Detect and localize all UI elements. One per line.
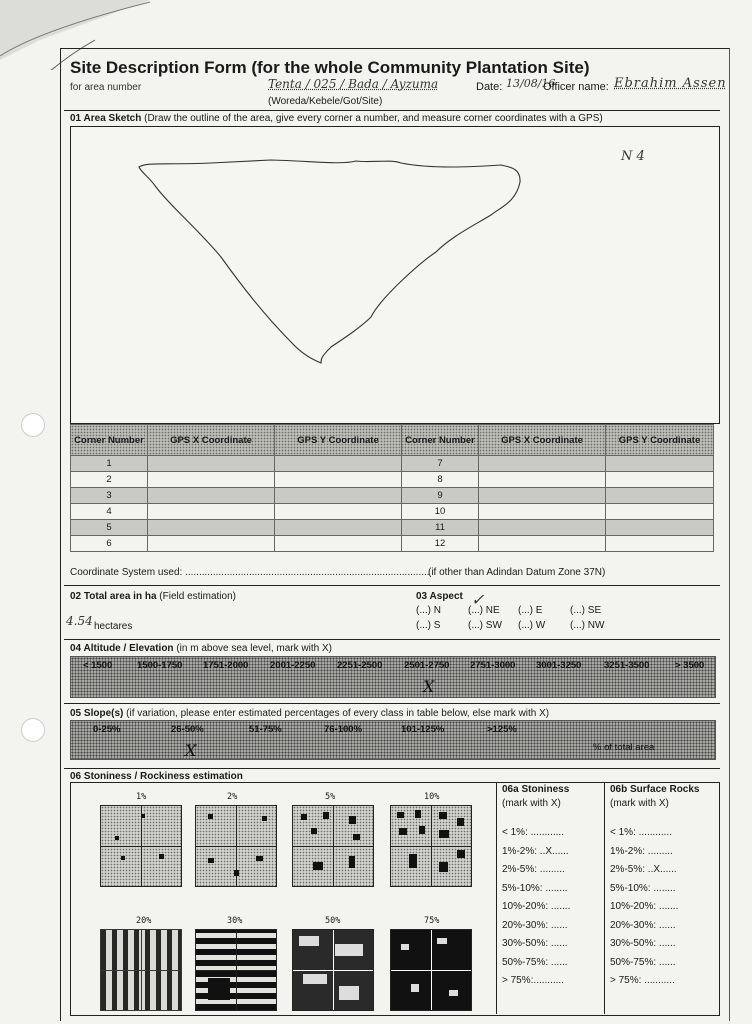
header-gps-y: GPS Y Coordinate [275,425,402,456]
total-area-heading-text: 02 Total area in ha [70,591,157,602]
surface-rocks-option[interactable]: 10%-20%: ....... [610,901,679,912]
header-corner-number-2: Corner Number [402,425,479,456]
aspect-option-e[interactable]: (...) E [518,605,543,616]
aspect-option-se[interactable]: (...) SE [570,605,602,616]
table-row [71,536,714,552]
stoniness-20pct-pattern [100,929,182,1011]
thumb-label: 1% [136,792,147,802]
altitude-heading-text: 04 Altitude / Elevation [70,643,174,654]
surface-rocks-option[interactable]: 1%-2%: ......... [610,845,673,857]
corner-number: 8 [402,472,479,488]
coordinate-system-label[interactable]: Coordinate System used: ........................................................................................ [70,567,430,578]
corner-number: 11 [402,520,479,536]
corner-number: 5 [71,520,148,536]
header-gps-x-2: GPS X Coordinate [479,425,606,456]
altitude-class[interactable]: 1751-2000 [203,660,249,671]
divider [64,768,720,769]
area-number-value[interactable]: Tenta / 025 / Bada / Ayzuma [268,77,439,91]
stoniness-2pct-pattern [195,805,277,887]
stoniness-option[interactable]: > 75%:........... [502,975,564,986]
gps-x-cell[interactable] [479,504,606,520]
header-gps-y-2: GPS Y Coordinate [606,425,714,456]
corner-number: 9 [402,488,479,504]
slope-total-label: % of total area [593,742,655,753]
surface-rocks-option[interactable]: 2%-5%: ..X...... [610,864,677,875]
aspect-option-sw[interactable]: (...) SW [468,620,502,631]
surface-rocks-option[interactable]: < 1%: ............ [610,827,672,838]
table-row [71,504,714,520]
header-gps-x: GPS X Coordinate [148,425,275,456]
gps-x-cell[interactable] [479,488,606,504]
corner-number: 10 [402,504,479,520]
surface-rocks-option[interactable]: 50%-75%: ...... [610,956,676,968]
gps-x-cell[interactable] [148,472,275,488]
gps-y-cell[interactable] [275,520,402,536]
altitude-class[interactable]: 1500-1750 [137,660,183,671]
divider [604,782,605,1014]
altitude-class[interactable]: 2501-2750 [404,660,450,671]
total-area-heading [70,591,236,602]
thumb-label: 5% [325,792,336,802]
stoniness-option[interactable]: < 1%: ............ [502,827,564,838]
area-number-caption: (Woreda/Kebele/Got/Site) [268,96,383,107]
aspect-option-n[interactable]: (...) N [416,605,441,616]
table-row [71,520,714,536]
stoniness-option[interactable]: 30%-50%: ...... [502,938,568,949]
surface-rocks-option[interactable]: 5%-10%: ........ [610,882,676,894]
gps-x-cell[interactable] [479,536,606,552]
corner-number: 12 [402,536,479,552]
officer-name-value[interactable]: Ebrahim Assen [614,76,727,91]
gps-x-cell[interactable] [479,472,606,488]
divider [64,585,720,586]
aspect-option-nw[interactable]: (...) NW [570,620,605,631]
altitude-note: (in m above sea level, mark with X) [176,643,332,654]
corner-number: 6 [71,536,148,552]
stoniness-10pct-pattern [390,805,472,887]
stoniness-option[interactable]: 10%-20%: ....... [502,901,571,912]
aspect-heading: 03 Aspect [416,591,463,602]
area-outline-drawing [71,127,719,423]
gps-y-cell[interactable] [275,536,402,552]
stoniness-30pct-pattern [195,929,277,1011]
officer-name-label: Officer name: [543,81,609,93]
slope-heading-text: 05 Slope(s) [70,708,124,719]
slope-class[interactable]: 101-125% [401,724,445,735]
gps-x-cell[interactable] [148,456,275,472]
corner-number: 2 [71,472,148,488]
date-value[interactable]: 13/08/16 [506,77,556,90]
slope-mark: X [185,741,197,760]
corner-number: 1 [71,456,148,472]
gps-y-cell[interactable] [606,520,714,536]
altitude-class[interactable]: 2251-2500 [337,660,383,671]
divider [64,639,720,640]
stoniness-1pct-pattern [100,805,182,887]
sketch-heading [70,113,603,124]
altitude-class[interactable]: 3251-3500 [604,660,650,671]
altitude-mark: X [423,677,435,696]
thumb-label: 30% [227,916,243,926]
area-number-label: for area number [70,82,142,93]
gps-y-cell[interactable] [275,456,402,472]
gps-y-cell[interactable] [275,472,402,488]
gps-y-cell[interactable] [606,536,714,552]
stoniness-option[interactable]: 50%-75%: ...... [502,956,568,968]
stoniness-list-a [502,827,570,994]
sketch-heading-text: 01 Area Sketch [70,113,142,124]
stoniness-option[interactable]: 2%-5%: ......... [502,864,565,875]
surface-rocks-list-b [610,827,678,994]
aspect-option-s[interactable]: (...) S [416,620,441,631]
gps-x-cell[interactable] [148,504,275,520]
stoniness-col-a-sub: (mark with X) [502,798,561,809]
altitude-heading [70,643,332,654]
thumb-label: 10% [424,792,440,802]
corner-number: 4 [71,504,148,520]
aspect-checkmark: ✓ [471,590,485,609]
sketch-area[interactable] [70,126,720,424]
north-note: N 4 [621,149,645,164]
surface-rocks-option[interactable]: 30%-50%: ...... [610,938,676,949]
gps-x-cell[interactable] [148,488,275,504]
altitude-class[interactable]: 2751-3000 [470,660,516,671]
gps-y-cell[interactable] [606,488,714,504]
gps-x-cell[interactable] [148,520,275,536]
gps-y-cell[interactable] [606,472,714,488]
stoniness-heading: 06 Stoniness / Rockiness estimation [70,771,243,782]
gps-y-cell[interactable] [606,456,714,472]
thumb-label: 75% [424,916,440,926]
coordinate-system-note: (if other than Adindan Datum Zone 37N) [428,567,606,578]
slope-heading [70,708,549,719]
altitude-class[interactable]: 3001-3250 [536,660,582,671]
date-label: Date: [476,81,503,93]
slope-note: (if variation, please enter estimated percentages of every class in table below, else mark with X) [126,708,550,719]
slope-class[interactable]: 76-100% [324,724,363,735]
altitude-class[interactable]: > 3500 [675,660,705,671]
divider [64,110,720,111]
stoniness-50pct-pattern [292,929,374,1011]
table-row [71,472,714,488]
header-corner-number: Corner Number [71,425,148,456]
altitude-class[interactable]: < 1500 [83,660,113,671]
divider [64,703,720,704]
form-title: Site Description Form (for the whole Community Plantation Site) [70,58,590,77]
gps-y-cell[interactable] [275,504,402,520]
stoniness-col-b-sub: (mark with X) [610,798,669,809]
gps-x-cell[interactable] [479,520,606,536]
corner-coordinates-table [70,424,714,552]
slope-class[interactable]: 51-75% [249,724,282,735]
total-area-note: (Field estimation) [159,591,236,602]
slope-class[interactable]: 0-25% [93,724,121,735]
corner-number: 7 [402,456,479,472]
gps-y-cell[interactable] [606,504,714,520]
stoniness-col-a-title: 06a Stoniness [502,784,570,795]
gps-x-cell[interactable] [148,536,275,552]
stoniness-5pct-pattern [292,805,374,887]
sketch-instruction: (Draw the outline of the area, give every corner a number, and measure corner coordinates with a GPS) [144,113,603,124]
corner-number: 3 [71,488,148,504]
aspect-option-w[interactable]: (...) W [518,620,546,631]
stoniness-col-b-title: 06b Surface Rocks [610,784,700,795]
punch-hole [22,414,44,436]
aspect-option-ne[interactable]: (...) NE [468,605,500,616]
stoniness-option[interactable]: 1%-2%: ..X...... [502,845,569,857]
slope-class[interactable]: 26-50% [171,724,204,735]
slope-class[interactable]: >125% [487,724,517,735]
surface-rocks-option[interactable]: 20%-30%: ...... [610,919,676,931]
table-row [71,456,714,472]
slope-band [70,720,716,760]
total-area-unit: hectares [94,621,133,632]
table-row [71,488,714,504]
divider [496,782,497,1014]
thumb-label: 2% [227,792,238,802]
altitude-class[interactable]: 2001-2250 [270,660,316,671]
thumb-label: 20% [136,916,152,926]
surface-rocks-option[interactable]: > 75%: ........... [610,975,675,986]
punch-hole [22,719,44,741]
thumb-label: 50% [325,916,341,926]
stoniness-option[interactable]: 20%-30%: ...... [502,919,568,931]
gps-x-cell[interactable] [479,456,606,472]
stoniness-option[interactable]: 5%-10%: ........ [502,882,568,894]
total-area-value[interactable]: 4.54 [66,614,93,628]
altitude-band [70,656,716,698]
stoniness-75pct-pattern [390,929,472,1011]
gps-y-cell[interactable] [275,488,402,504]
